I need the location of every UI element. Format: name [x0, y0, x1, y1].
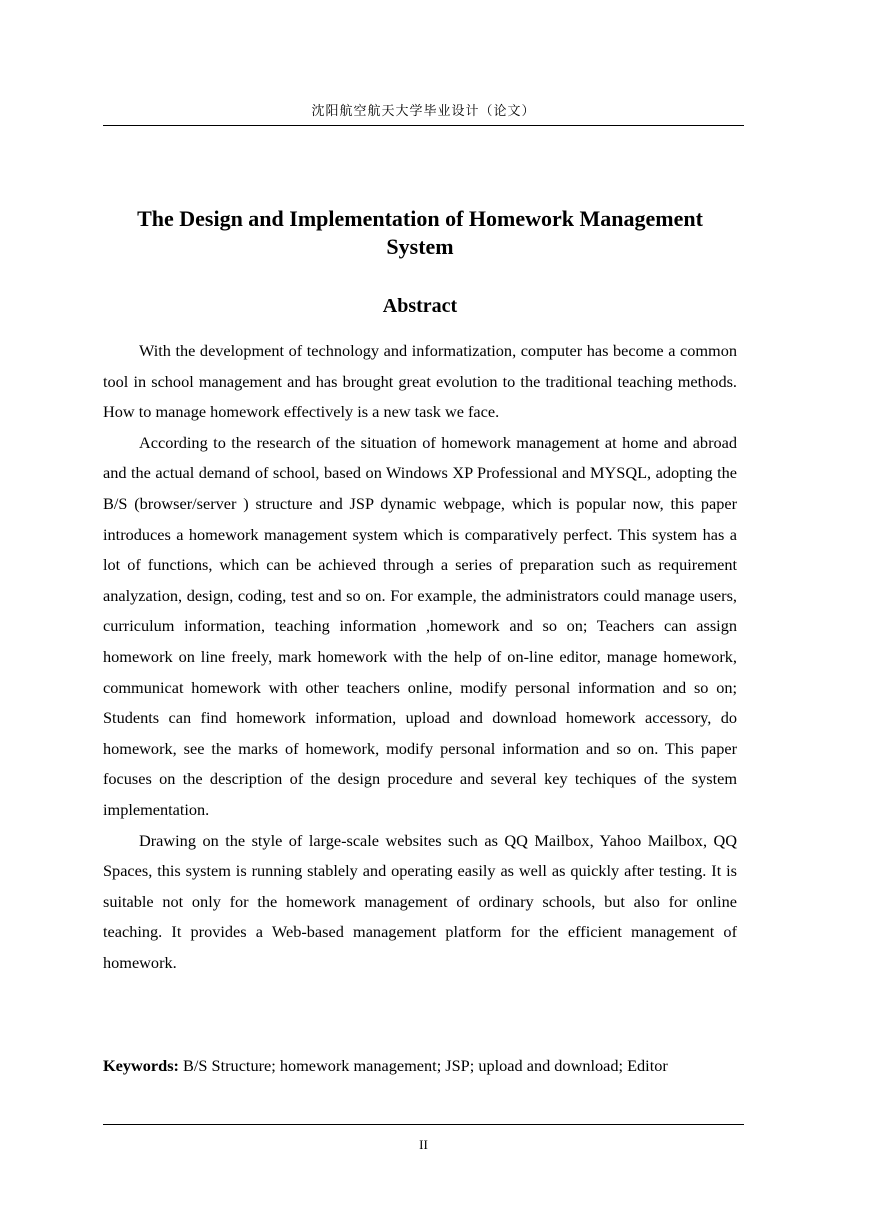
keywords-text: B/S Structure; homework management; JSP; upload and download; Editor	[178, 1056, 668, 1075]
abstract-paragraph: According to the research of the situation of homework management at home and abroad and the actual demand of school, based on Windows XP Professional and MYSQL, adopting the B/S (browser/server ) structure and JSP dynamic webpage, which is popular now, this paper introduces a homework management system which is comparatively perfect. This system has a lot of functions, which can be achieved through a series of preparation such as requirement analyzation, design, coding, test and so on. For example, the administrators could manage users, curriculum information, teaching information ,homework and so on; Teachers can assign homework on line freely, mark homework with the help of on-line editor, manage homework, communicat homework with other teachers online, modify personal information and so on; Students can find homework information, upload and download homework accessory, do homework, see the marks of homework, modify personal information and so on. This paper focuses on the description of the design procedure and several key techiques of the system implementation.	[103, 432, 737, 819]
page-header: 沈阳航空航天大学毕业设计（论文）	[103, 101, 744, 126]
abstract-paragraph: Drawing on the style of large-scale websites such as QQ Mailbox, Yahoo Mailbox, QQ Spaces, this system is running stablely and operating easily as well as quickly after testing. It is suitable not only for the homework management of ordinary schools, but also for online teaching. It provides a Web-based management platform for the efficient management of homework.	[103, 830, 737, 972]
paper-title-line-1: The Design and Implementation of Homework Management	[137, 206, 703, 231]
paper-title-line-2: System	[386, 234, 454, 259]
keywords-line	[103, 1053, 743, 1079]
abstract-heading: Abstract	[382, 295, 458, 317]
abstract-body	[103, 336, 737, 978]
keywords-label: Keywords:	[103, 1056, 179, 1075]
footer-rule	[103, 1124, 744, 1125]
abstract-paragraph: With the development of technology and informatization, computer has become a common tool in school management and has brought great evolution to the traditional teaching methods. How to manage homework effectively is a new task we face.	[103, 341, 737, 422]
page-number: II	[419, 1137, 428, 1152]
paper-title	[103, 205, 737, 261]
